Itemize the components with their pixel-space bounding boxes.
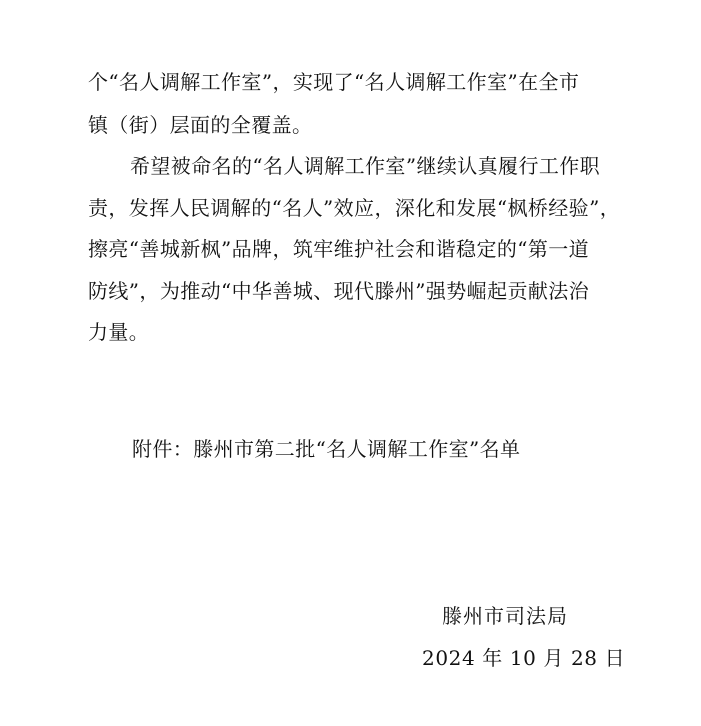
- paragraph-2-line-1: 希望被命名的“名人调解工作室”继续认真履行工作职: [130, 154, 601, 178]
- attachment-note: 附件：滕州市第二批“名人调解工作室”名单: [132, 437, 521, 461]
- paragraph-2-line-3: 擦亮“善城新枫”品牌，筑牢维护社会和谐稳定的“第一道: [88, 237, 590, 261]
- paragraph-2-line-2: 责，发挥人民调解的“名人”效应，深化和发展“枫桥经验”，: [88, 196, 621, 220]
- paragraph-2-line-5: 力量。: [88, 320, 150, 344]
- paragraph-1-line-2: 镇（街）层面的全覆盖。: [88, 113, 313, 137]
- signature-organization: 滕州市司法局: [442, 604, 568, 628]
- paragraph-1-line-1: 个“名人调解工作室”，实现了“名人调解工作室”在全市: [88, 70, 580, 94]
- signature-date: 2024 年 10 月 28 日: [422, 646, 626, 670]
- paragraph-2-line-4: 防线”，为推动“中华善城、现代滕州”强势崛起贡献法治: [88, 279, 590, 303]
